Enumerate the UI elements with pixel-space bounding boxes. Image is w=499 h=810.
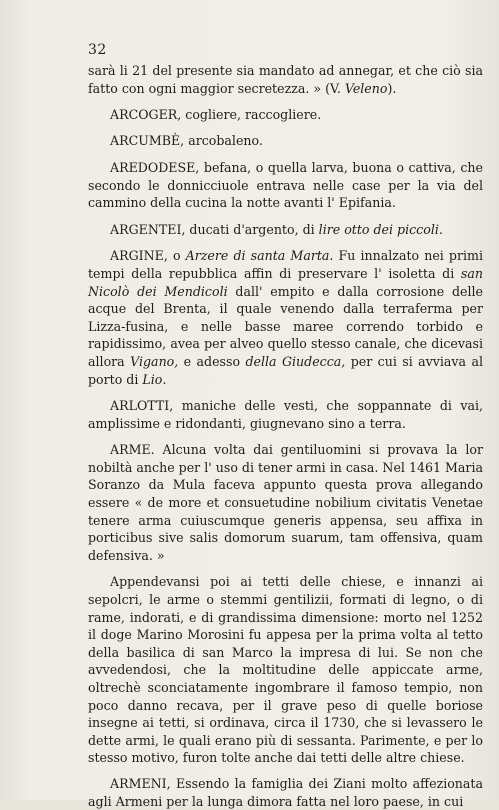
entry-headword: ARME. (110, 442, 155, 458)
paragraph-continuation (88, 62, 483, 97)
entry-definition: befana, o quella larva, buona o cattiva, che secondo le donnicciuole entrava nelle case per la via del cammino della cucina la notte avanti l' Epifania. (88, 159, 483, 211)
entry-arcoger (88, 106, 483, 124)
entry-text: . (162, 371, 167, 387)
entry-headword: ARLOTTI, (110, 398, 174, 414)
entry-argine (88, 247, 483, 388)
entry-headword: ARGENTEI, (110, 221, 186, 237)
entry-italic: san Nicolò dei Mendicoli (88, 265, 483, 299)
page-text (88, 62, 483, 810)
entry-text: dall' empito e dalla corrosione delle acque del Brenta, il quale venendo dalla terraferma per Lizza-fusina, e nelle basse maree correndo torbido e rapidissimo, avea per alveo quello stesso canale, che dicevasi allora (88, 283, 483, 369)
entry-text: o (167, 248, 186, 264)
entry-definition: ducati d'argento, di (185, 221, 319, 237)
paragraph-text: sarà li 21 del presente sia mandato ad annegar, et che ciò sia fatto con ogni maggior secretezza. » (V. (88, 63, 483, 96)
entry-italic: della Giudecca, (245, 353, 346, 369)
entry-italic: Arzere di santa Marta. (185, 248, 334, 264)
entry-definition: arcobaleno. (184, 133, 263, 149)
entry-arme (88, 441, 483, 564)
entry-armeni (88, 775, 483, 810)
entry-headword: ARCUMBÈ, (110, 133, 185, 149)
entry-italic: Lio (142, 371, 163, 387)
entry-italic: lire otto dei piccoli (318, 221, 439, 237)
entry-definition: maniche delle vesti, che soppannate di vai, amplissime e ridondanti, giugnevano sino a terra. (88, 398, 483, 431)
entry-text: e adesso (178, 353, 246, 369)
entry-text: per cui si avviava al porto di (88, 353, 484, 387)
entry-definition: Essendo la famiglia dei Ziani molto affezionata agli Armeni per la lunga dimora fatta nel loro paese, in cui (88, 775, 483, 809)
entry-aredodese (88, 159, 483, 212)
entry-headword: AREDODESE, (110, 159, 200, 175)
entry-definition: cogliere, raccogliere. (181, 106, 322, 122)
entry-text: Fu innalzato nei primi tempi della repubblica affin di preservare l' isoletta di (88, 248, 484, 281)
entry-italic: Vigano, (130, 353, 179, 369)
entry-arcumbe (88, 132, 483, 150)
entry-arme-continued (88, 573, 483, 767)
paragraph-text: Appendevansi poi ai tetti delle chiese, e innanzi ai sepolcri, le arme o stemmi gentilizii, formati di legno, o di rame, indorati, e di grandissima dimensione: morto nel 1252 il doge Marino Morosini fu appesa per la prima volta al tetto della basilica di san Marco la impresa di lui. Se non che avvedendosi, che la moltitudine delle appiccate arme, oltrechè sconciatamente ingombrare il famoso tempio, non poco danno recava, per il grave peso di quelle boriose insegne ai tetti, si ordinava, circa il 1730, che si levassero le dette armi, le quali erano più di sessanta. Parimente, e per lo stesso motivo, furon tolte anche dai tetti delle altre chiese. (88, 574, 483, 766)
entry-headword: ARGINE, (110, 248, 168, 264)
page-number: 32 (88, 42, 107, 58)
entry-argentei (88, 221, 483, 239)
entry-arlotti (88, 397, 483, 432)
entry-definition: Alcuna volta dai gentiluomini si provava la lor nobiltà anche per l' uso di tener armi in casa. Nel 1461 Maria Soranzo da Mula faceva appunto questa prova allegando essere « de more et consuetudine nobilium civitatis Venetae tenere arma cuiuscumque generis appensa, seu affixa in porticibus sive salis domorum suarum, tam offensiva, quam defensiva. » (88, 442, 483, 563)
entry-definition-end: . (438, 221, 443, 237)
entry-headword: ARMENI, (110, 775, 171, 791)
paragraph-text-end: ). (387, 80, 397, 96)
italic-reference: Veleno (344, 80, 388, 96)
entry-headword: ARCOGER, (110, 106, 182, 122)
